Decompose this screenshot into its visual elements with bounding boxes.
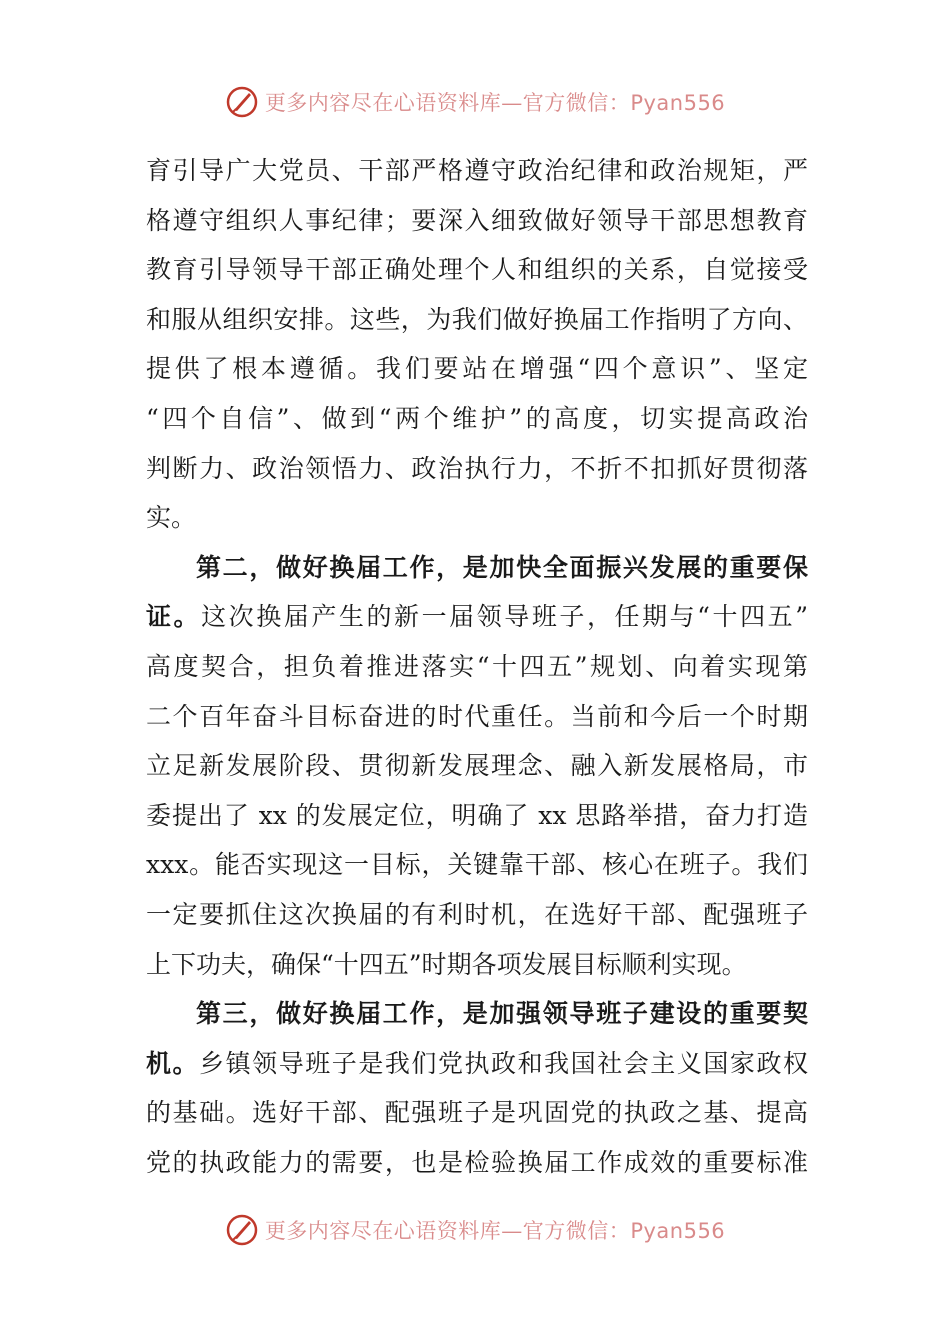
wechat-id: Pyan556 <box>630 91 726 115</box>
text-line: 格遵守组织人事纪律；要深入细致做好领导干部思想教育 <box>146 205 808 235</box>
text-line: 二个百年奋斗目标奋进的时代重任。当前和今后一个时期 <box>146 701 808 731</box>
text-line <box>146 592 808 642</box>
document-body <box>146 146 808 1187</box>
text-line: 判断力、政治领悟力、政治执行力，不折不扣抓好贯彻落 <box>146 453 808 483</box>
text-line: xxx。能否实现这一目标，关键靠干部、核心在班子。我们 <box>146 850 808 880</box>
text-span: 乡镇领导班子是我们党执政和我国社会主义国家政权 <box>199 1048 808 1078</box>
banner-text <box>265 87 725 117</box>
header-banner <box>0 80 950 124</box>
text-line: 育引导广大党员、干部严格遵守政治纪律和政治规矩，严 <box>146 156 808 185</box>
banner-label: 更多内容尽在心语资料库—官方微信： <box>264 1219 631 1243</box>
section-heading-end: 机。 <box>146 1048 200 1078</box>
quill-logo-icon <box>225 1213 259 1247</box>
text-span: 这次换届产生的新一届领导班子，任期与“十四五” <box>201 602 808 632</box>
section-heading: 第二，做好换届工作，是加快全面振兴发展的重要保 <box>196 552 808 582</box>
text-line: 提供了根本遵循。我们要站在增强“四个意识”、坚定 <box>146 354 808 384</box>
text-line: 上下功夫，确保“十四五”时期各项发展目标顺利实现。 <box>146 949 747 979</box>
section-heading-end: 证。 <box>146 602 202 632</box>
text-line: 和服从组织安排。这些，为我们做好换届工作指明了方向、 <box>146 304 808 334</box>
text-line: 立足新发展阶段、贯彻新发展理念、融入新发展格局，市 <box>146 751 808 781</box>
section-heading: 第三，做好换届工作，是加强领导班子建设的重要契 <box>196 999 808 1029</box>
text-line: 教育引导领导干部正确处理个人和组织的关系，自觉接受 <box>146 255 808 285</box>
text-line: 党的执政能力的需要，也是检验换届工作成效的重要标准 <box>146 1147 808 1177</box>
text-line: 高度契合，担负着推进落实“十四五”规划、向着实现第 <box>146 651 808 681</box>
wechat-id: Pyan556 <box>630 1219 726 1243</box>
banner-text <box>265 1215 725 1245</box>
quill-logo-icon <box>225 85 259 119</box>
text-line: 的基础。选好干部、配强班子是巩固党的执政之基、提高 <box>146 1098 808 1128</box>
text-line: 一定要抓住这次换届的有利时机，在选好干部、配强班子 <box>146 899 808 929</box>
text-line: 委提出了 xx 的发展定位，明确了 xx 思路举措，奋力打造 <box>146 800 808 830</box>
text-line <box>146 1039 808 1089</box>
text-line: “四个自信”、做到“两个维护”的高度，切实提高政治 <box>146 403 808 433</box>
text-line: 实。 <box>146 503 197 533</box>
banner-label: 更多内容尽在心语资料库—官方微信： <box>264 91 631 115</box>
footer-banner <box>0 1208 950 1252</box>
